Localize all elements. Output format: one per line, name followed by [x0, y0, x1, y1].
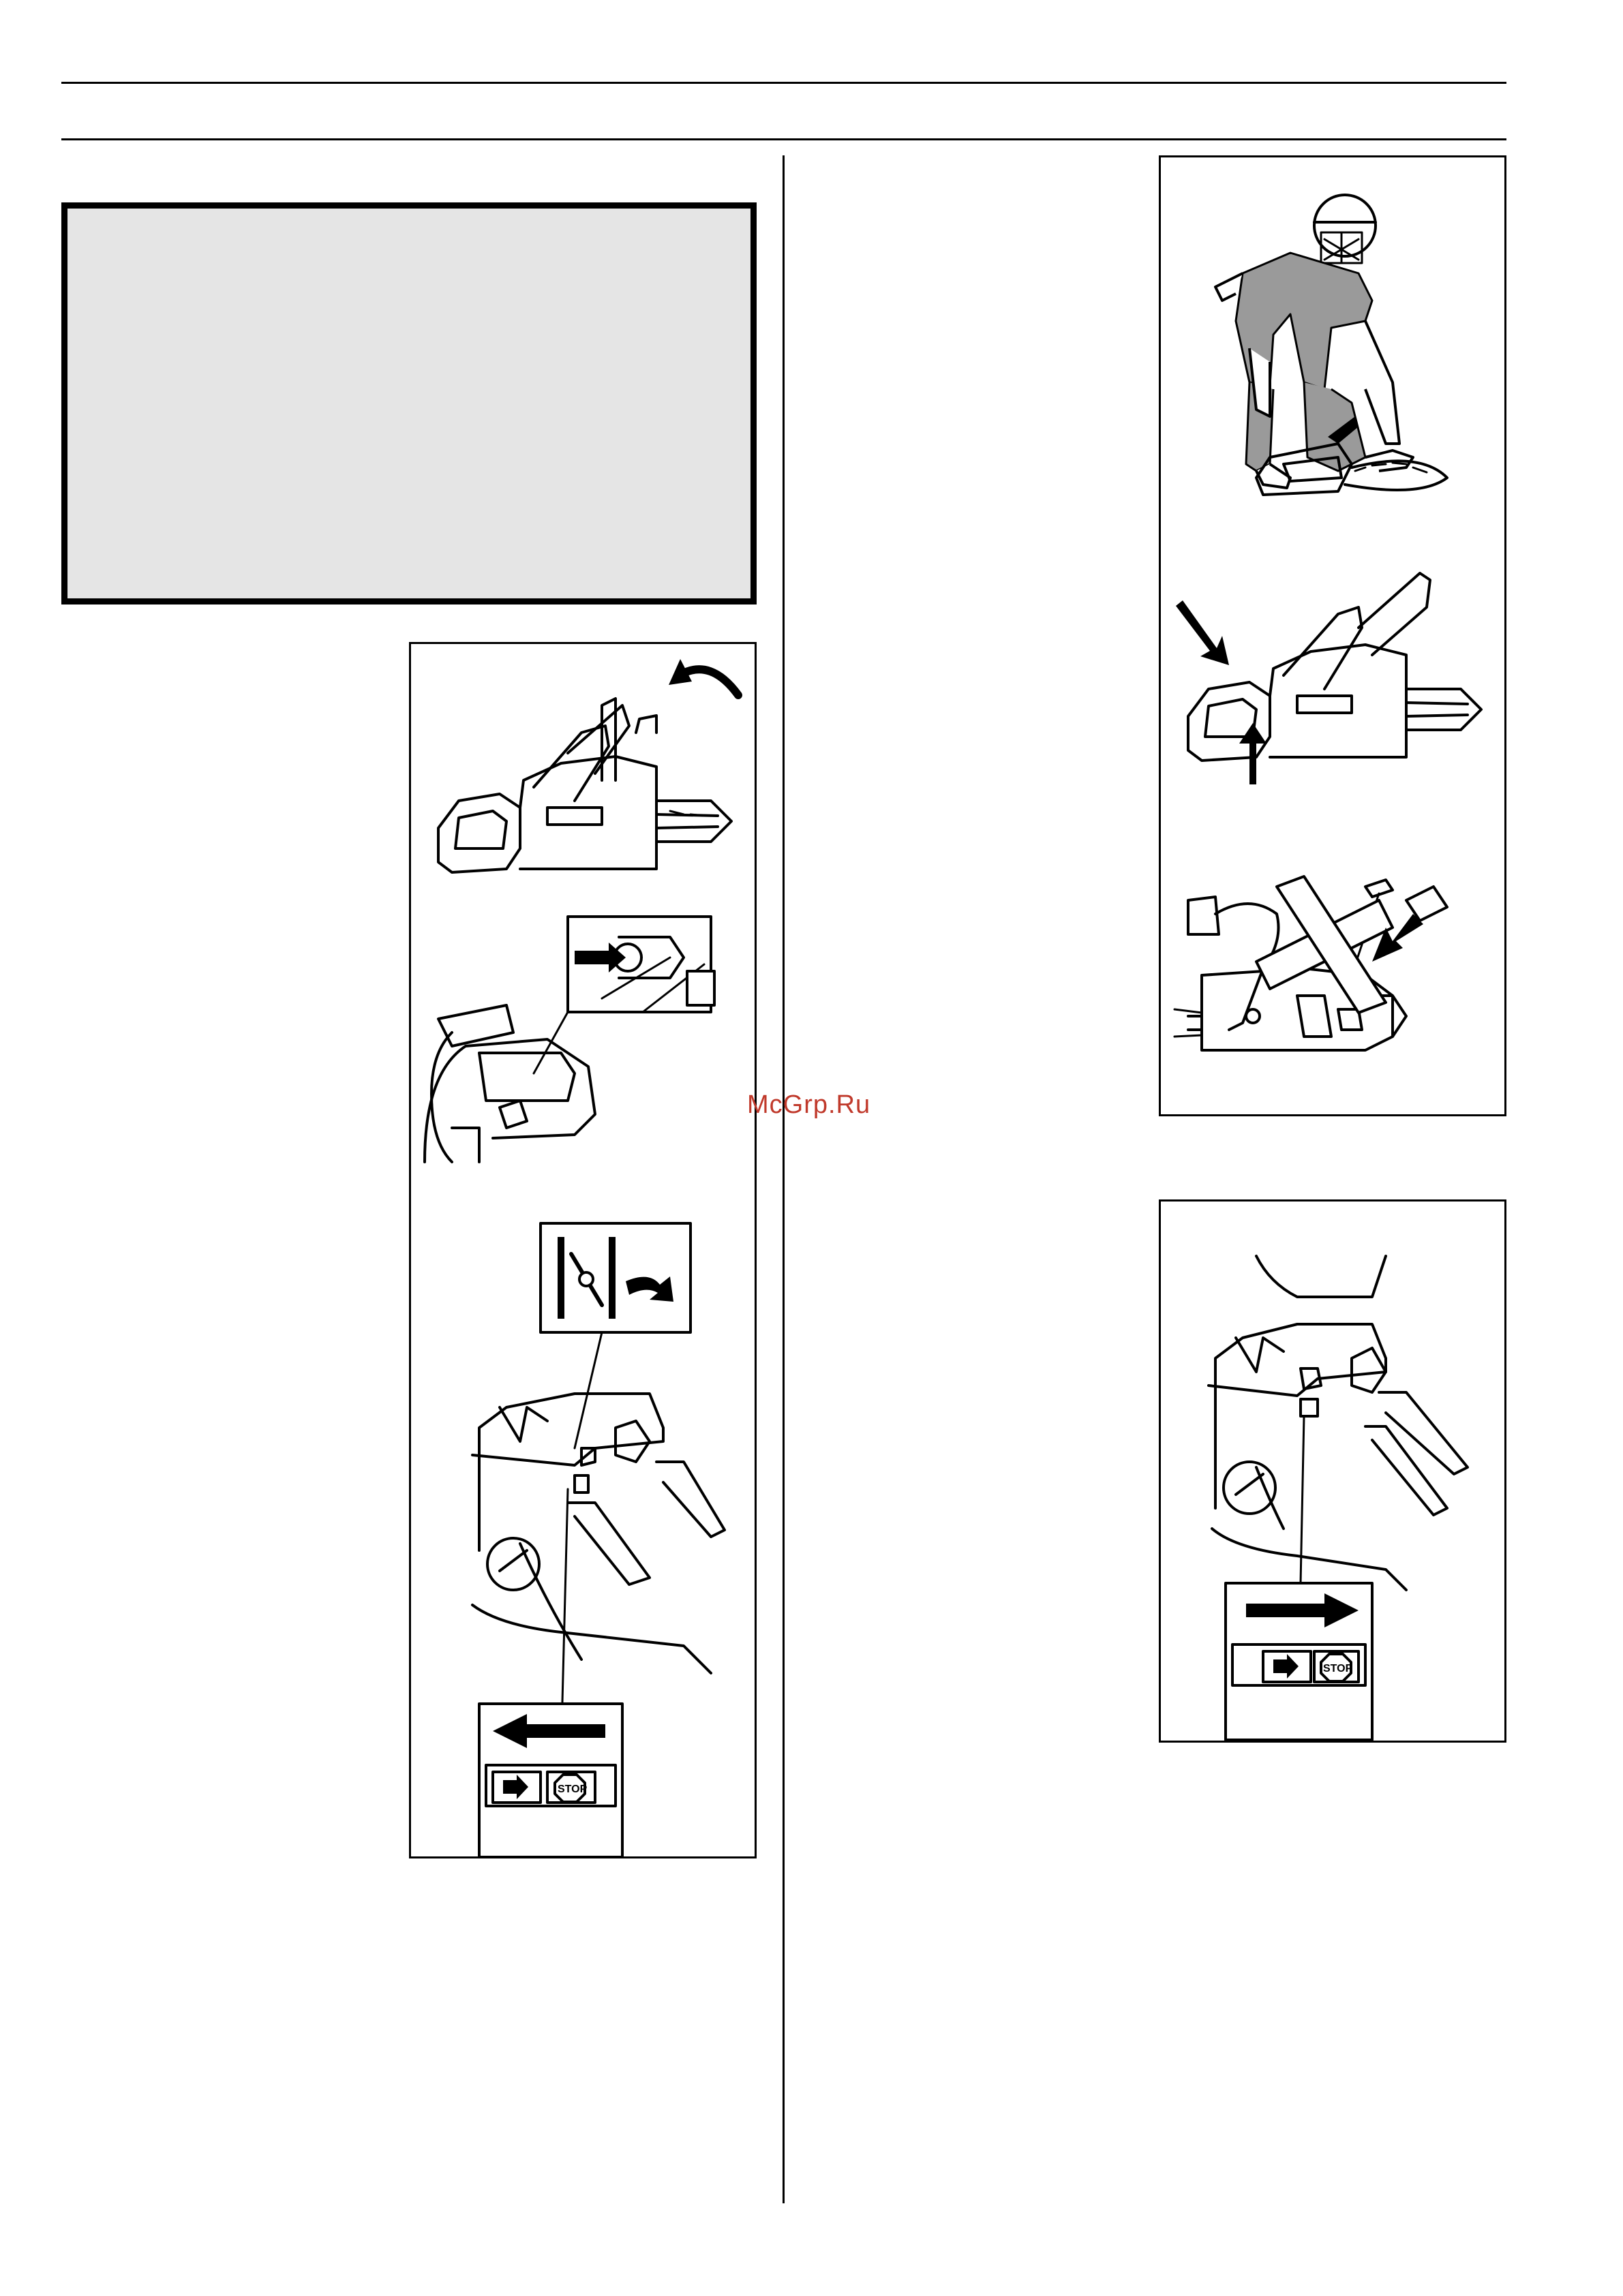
chainsaw-handle-grip-illustration: [1176, 573, 1481, 784]
chainsaw-chain-brake-illustration: [438, 659, 738, 872]
chainsaw-decompression-illustration: [425, 917, 714, 1162]
stop-switch-label-left: [479, 1704, 622, 1857]
header-rule-bottom: [61, 138, 1506, 140]
operator-kneeling-with-chainsaw: [1215, 195, 1447, 495]
stop-switch-label-right: [1226, 1583, 1372, 1740]
choke-control-illustration: [472, 1223, 725, 1755]
stop-icon-label-right: STOP: [1323, 1663, 1353, 1674]
header-rule-top: [61, 82, 1506, 84]
figure-box-operator-posture: [1159, 155, 1506, 1116]
figure-box-stop-switch: [1159, 1199, 1506, 1743]
chainsaw-wrong-grip-crossed-illustration: [1174, 876, 1447, 1050]
figure-box-start-procedure: [409, 642, 757, 1858]
column-divider: [783, 155, 785, 2203]
operator-posture-illustration: [1161, 157, 1508, 1118]
chainsaw-rear-handle-illustration: [1209, 1256, 1468, 1590]
stop-switch-illustration: [1161, 1201, 1508, 1745]
warning-panel: [61, 202, 757, 604]
stop-icon-label: STOP: [558, 1784, 588, 1795]
watermark: McGrp.Ru: [747, 1090, 871, 1119]
start-procedure-illustration: [411, 644, 759, 1861]
